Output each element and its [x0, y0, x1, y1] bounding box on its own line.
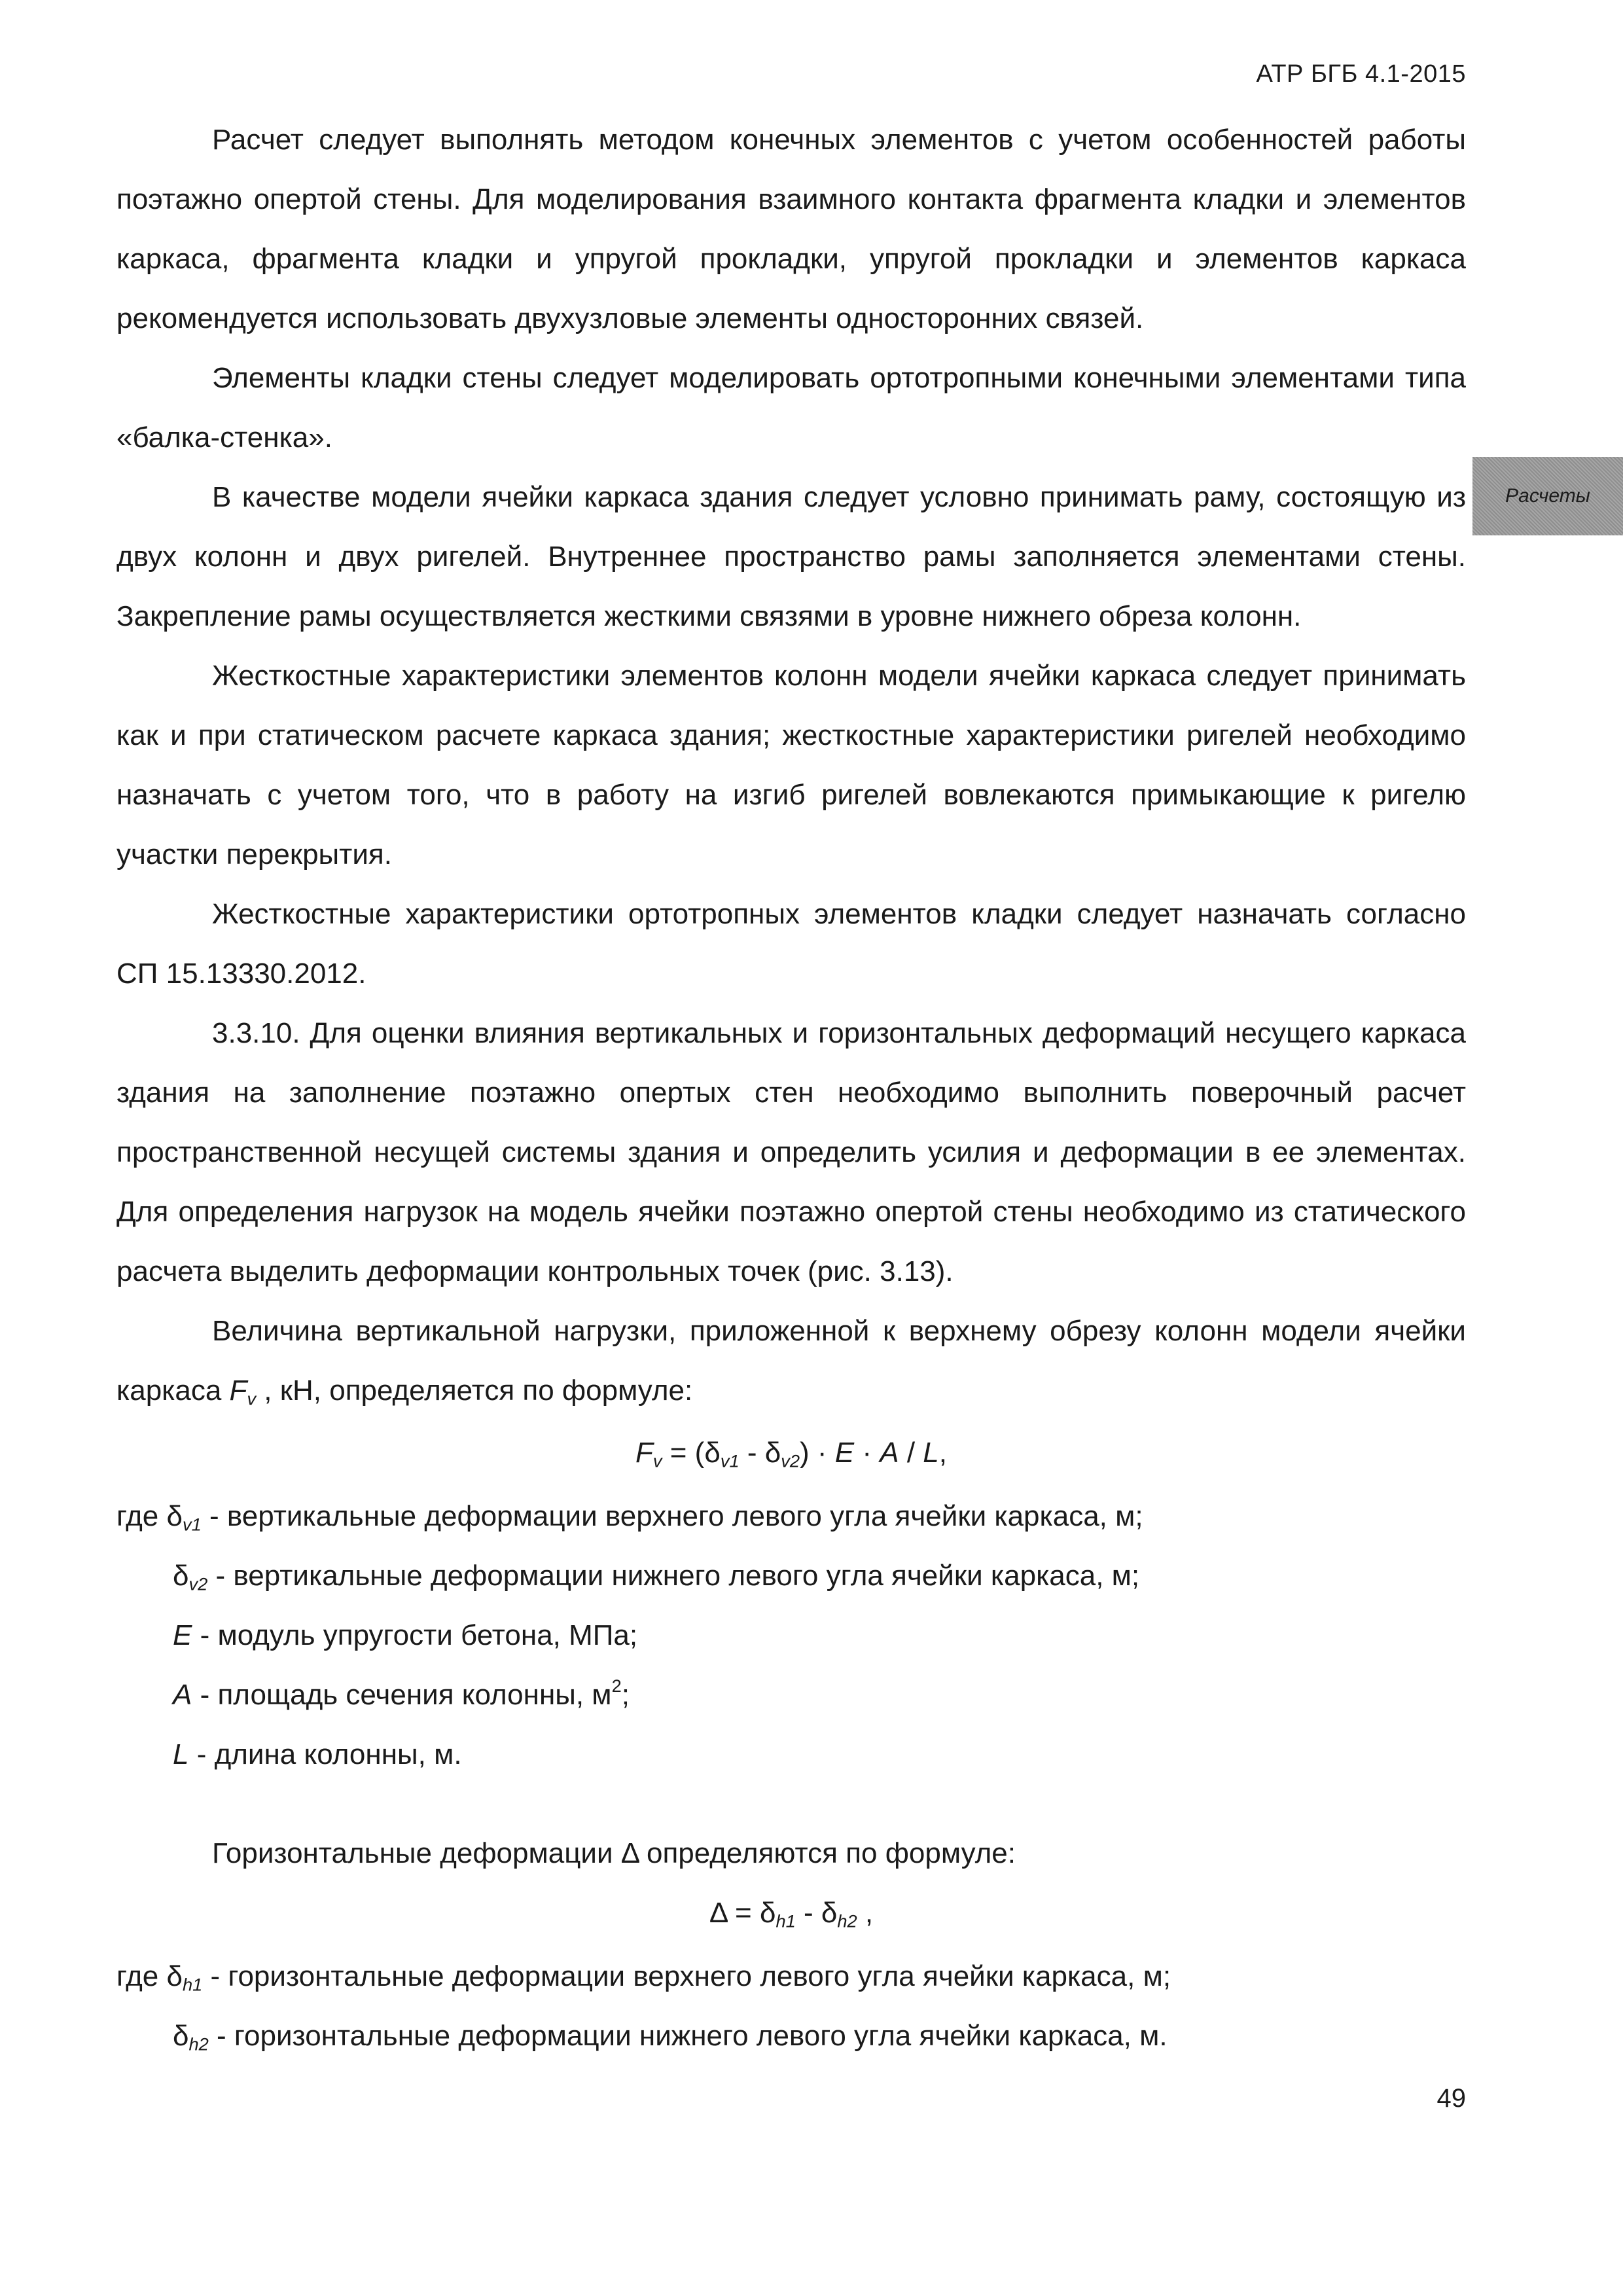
f1-end: ,	[938, 1437, 947, 1469]
def-dh2-prefix: δ	[173, 2020, 189, 2052]
f1-sub2: v2	[781, 1450, 800, 1471]
f1-lhs: F	[635, 1437, 653, 1469]
f2-sub1: h1	[776, 1910, 796, 1931]
document-code: АТР БГБ 4.1-2015	[1256, 60, 1466, 88]
def-L-sym: L	[173, 1738, 189, 1770]
f1-dot: ·	[854, 1437, 880, 1469]
def-E-text: - модуль упругости бетона, МПа;	[192, 1619, 638, 1651]
f1-E: E	[834, 1437, 855, 1469]
def-dh1-text: - горизонтальные деформации верхнего левого угла ячейки каркаса, м;	[202, 1960, 1171, 1992]
f1-open: = (δ	[662, 1437, 721, 1469]
paragraph-6: 3.3.10. Для оценки влияния вертикальных и горизонтальных деформаций несущего каркаса здания на заполнение поэтажно опертых стен необходимо выполнить поверочный расчет пространственной несущей системы здания и определить усилия и деформации в ее элементах. Для определения нагрузок на модель ячейки поэтажно опертой стены необходимо из статического расчета выделить деформации контрольных точек (рис. 3.13).	[116, 1017, 1466, 1287]
force-subscript: v	[247, 1388, 257, 1409]
definition-dv1	[116, 1486, 1466, 1546]
formula-vertical-load	[116, 1423, 1466, 1482]
page-number: 49	[1436, 2084, 1466, 2113]
def-dh2-text: - горизонтальные деформации нижнего левого угла ячейки каркаса, м.	[208, 2020, 1168, 2052]
def-dv2-text: - вертикальные деформации нижнего левого угла ячейки каркаса, м;	[207, 1560, 1140, 1592]
f1-L: L	[923, 1437, 939, 1469]
f1-close: ) ·	[800, 1437, 835, 1469]
def-dh1-sub: h1	[182, 1974, 203, 1995]
section-tab	[1472, 457, 1623, 535]
def-E-sym: E	[173, 1619, 192, 1651]
paragraph-8: Горизонтальные деформации Δ определяются по формуле:	[212, 1837, 1016, 1869]
f2-end: ,	[857, 1897, 874, 1929]
page-body	[116, 110, 1466, 2066]
def-L-text: - длина колонны, м.	[188, 1738, 462, 1770]
formula-horizontal-deformation	[116, 1883, 1466, 1943]
paragraph-2: Элементы кладки стены следует моделировать ортотропными конечными элементами типа «балка-стенка».	[116, 362, 1466, 454]
paragraph-7	[116, 1301, 1466, 1420]
definition-E	[116, 1605, 1466, 1665]
f2-sub2: h2	[837, 1910, 857, 1931]
definition-dh2	[116, 2006, 1466, 2066]
paragraph-3: В качестве модели ячейки каркаса здания следует условно принимать раму, состоящую из двух колонн и двух ригелей. Внутреннее пространство рамы заполняется элементами стены. Закрепление рамы осуществляется жесткими связями в уровне нижнего обреза колонн.	[116, 481, 1466, 632]
definition-dv2	[116, 1546, 1466, 1605]
paragraph-5: Жесткостные характеристики ортотропных элементов кладки следует назначать согласно СП 15.13330.2012.	[116, 898, 1466, 990]
definition-A	[116, 1665, 1466, 1725]
paragraph-4: Жесткостные характеристики элементов колонн модели ячейки каркаса следует принимать как и при статическом расчете каркаса здания; жесткостные характеристики ригелей необходимо назначать с учетом того, что в работу на изгиб ригелей вовлекаются примыкающие к ригелю участки перекрытия.	[116, 660, 1466, 870]
f1-A: A	[880, 1437, 899, 1469]
definition-dh1	[116, 1946, 1466, 2006]
def-dh2-sub: h2	[188, 2034, 209, 2054]
def-dv2-sub: v2	[188, 1573, 208, 1594]
definition-L	[116, 1725, 1466, 1784]
def-dv1-sub: v1	[182, 1514, 202, 1535]
def-dv2-prefix: δ	[173, 1560, 189, 1592]
paragraph-7-text: Величина вертикальной нагрузки, приложенной к верхнему обрезу колонн модели ячейки каркаса	[116, 1315, 1466, 1407]
force-symbol: F	[229, 1374, 247, 1407]
def-dv1-prefix: где δ	[116, 1500, 183, 1532]
f2-minus: - δ	[795, 1897, 838, 1929]
f1-lhs-sub: v	[652, 1450, 662, 1471]
f1-slash: /	[899, 1437, 923, 1469]
paragraph-1: Расчет следует выполнять методом конечных элементов с учетом особенностей работы поэтажно опертой стены. Для моделирования взаимного контакта фрагмента кладки и элементов каркаса, фрагмента кладки и упругой прокладки, упругой прокладки и элементов каркаса рекомендуется использовать двухузловые элементы односторонних связей.	[116, 124, 1466, 334]
def-A-sup: 2	[611, 1675, 622, 1696]
f1-minus: - δ	[739, 1437, 781, 1469]
paragraph-7-tail: , кН, определяется по формуле:	[256, 1374, 693, 1407]
def-dv1-text: - вертикальные деформации верхнего левого угла ячейки каркаса, м;	[201, 1500, 1143, 1532]
section-tab-label: Расчеты	[1505, 485, 1590, 507]
def-A-tail: ;	[621, 1679, 630, 1711]
def-A-sym: A	[173, 1679, 192, 1711]
section-spacer	[116, 1784, 1466, 1823]
f1-sub1: v1	[720, 1450, 740, 1471]
def-dh1-prefix: где δ	[116, 1960, 183, 1992]
f2-lhs: Δ = δ	[709, 1897, 776, 1929]
def-A-text: - площадь сечения колонны, м	[192, 1679, 612, 1711]
